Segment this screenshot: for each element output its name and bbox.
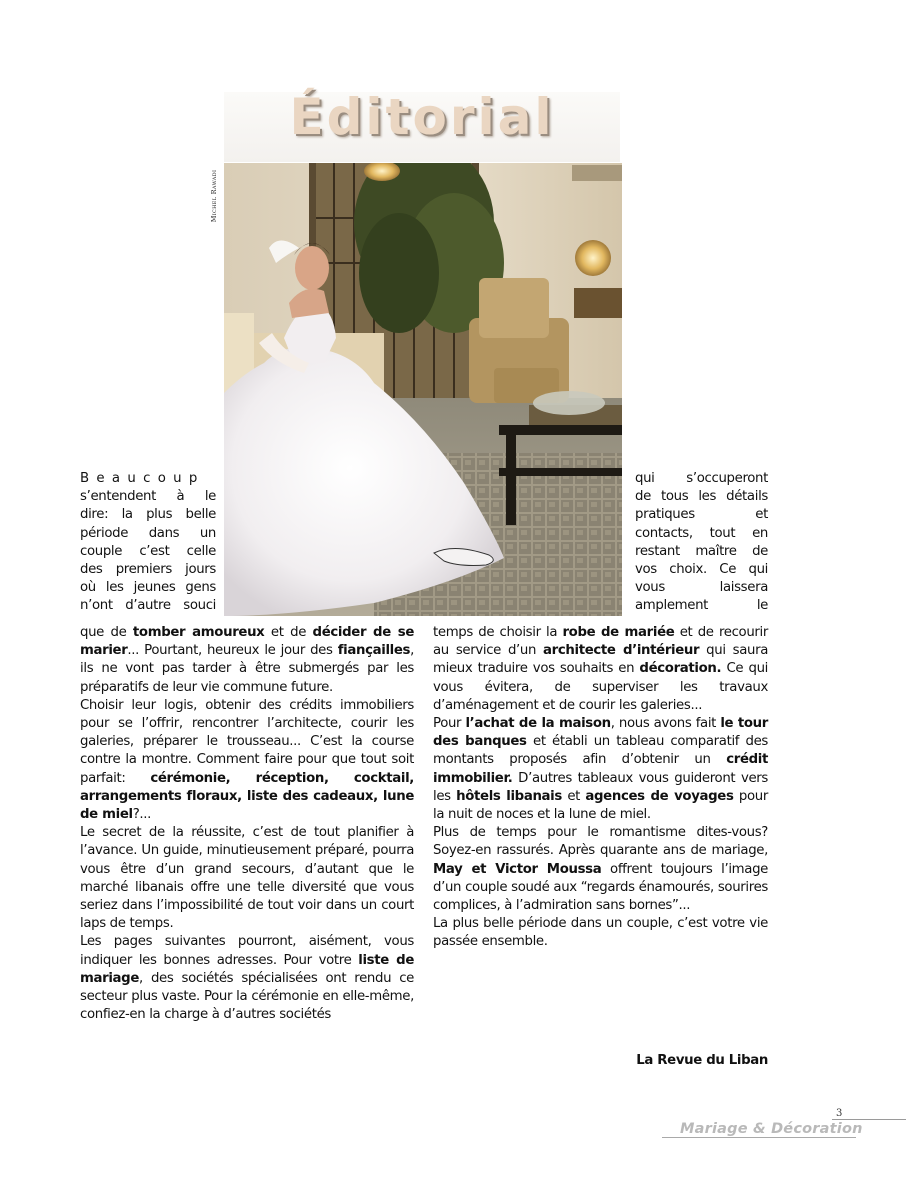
bold-run: décoration. — [639, 661, 722, 677]
text-run: Ce qui vous évitera, de superviser les travaux d’aménagement et de courir les galeries... — [433, 661, 768, 713]
paragraph — [80, 624, 414, 697]
intro-right-column — [635, 470, 768, 616]
intro-line: Beaucoup — [80, 471, 205, 486]
intro-line: qui s’occuperont — [635, 471, 768, 486]
paragraph — [433, 624, 768, 715]
paragraph — [80, 933, 414, 1024]
bold-run: robe de mariée — [562, 625, 675, 640]
bold-run: agences de voyages — [585, 788, 734, 804]
bold-run: fiançailles — [337, 643, 411, 659]
right-column — [433, 624, 768, 952]
text-run: D’autres tableaux vous guideront vers les — [433, 770, 768, 804]
text-run: , ils ne vont pas tarder à être submergés par les préparatifs de leur vie commune future. — [80, 643, 414, 695]
intro-line: amplement le — [635, 598, 768, 614]
text-run: Les pages suivantes pourront, aisément, vous indiquer les bonnes adresses. Pour votre — [80, 934, 414, 968]
text-run: temps de choisir la — [433, 625, 563, 640]
intro-line: s’entendent à le — [80, 489, 216, 505]
text-run: et établi un tableau comparatif des montants proposés afin d’obtenir un — [433, 734, 768, 768]
text-run: que de — [80, 625, 133, 640]
paragraph: La plus belle période dans un couple, c’est votre vie passée ensemble. — [433, 916, 768, 950]
intro-line: des premiers jours — [80, 562, 216, 578]
text-run: ... Pourtant, heureux le jour des — [127, 643, 338, 659]
intro-line: contacts, tout en — [635, 525, 768, 541]
bold-run: l’achat de la maison — [465, 716, 611, 732]
photo-credit-text: Michel Rawadi — [210, 169, 218, 223]
bride-photo — [224, 163, 622, 616]
intro-left-column — [80, 470, 216, 616]
bride-in-wedding-dress-photo-icon — [224, 163, 622, 616]
signature: La Revue du Liban — [636, 1053, 768, 1068]
text-run: Choisir leur logis, obtenir des crédits immobiliers pour se l’offrir, rencontrer l’architecte, courir les galeries, préparer le trousseau... C’est la course contre la montre. Comment faire pour que tout soit parfait: — [80, 697, 414, 786]
paragraph — [433, 715, 768, 824]
text-run: , des sociétés spécialisées ont rendu ce secteur plus vaste. Pour la cérémonie en elle-même, confiez-en la charge à d’autres sociétés — [80, 970, 414, 1023]
footer-rule-top — [832, 1119, 906, 1120]
intro-line: vos choix. Ce qui — [635, 562, 768, 578]
text-run: et de recourir au service d’un — [433, 625, 769, 659]
bold-run: architecte d’intérieur — [543, 643, 700, 659]
bold-run: cérémonie, réception, cocktail, arrangements floraux, liste des cadeaux, lune de miel — [80, 770, 414, 823]
text-run: et de — [264, 625, 313, 640]
bold-run: liste de mariage — [80, 952, 414, 986]
text-run: Plus de temps pour le romantisme dites-vous? Soyez-en rassurés. Après quarante ans de mariage, — [433, 825, 768, 859]
bold-run: crédit immobilier. — [433, 752, 768, 786]
bold-run: tomber amoureux — [132, 625, 265, 640]
intro-line: vous laissera — [635, 580, 768, 596]
intro-line: restant maître de — [635, 543, 768, 559]
intro-line: période dans un — [80, 525, 216, 541]
intro-line: pratiques et — [635, 507, 768, 523]
intro-line: couple c’est celle — [80, 543, 216, 559]
paragraph — [80, 697, 414, 824]
paragraph — [433, 824, 768, 915]
page-title: Éditorial — [289, 88, 555, 146]
paragraph: Le secret de la réussite, c’est de tout planifier à l’avance. Un guide, minutieusement préparé, pourra vous être d’un grand secours, d’autant que le marché libanais offre une telle diversité que vous seriez dans l’impossibilité de tout voir dans un court laps de temps. — [80, 825, 414, 932]
intro-line: dire: la plus belle — [80, 507, 216, 523]
bold-run: décider de se marier — [80, 625, 415, 659]
intro-line: de tous les détails — [635, 489, 768, 505]
publication-name: Mariage & Décoration — [680, 1121, 863, 1137]
text-run: qui saura mieux traduire vos souhaits en — [433, 643, 769, 677]
text-run: , nous avons fait — [610, 716, 721, 732]
intro-line: où les jeunes gens — [80, 580, 216, 596]
bold-run: May et Victor Moussa — [433, 861, 602, 877]
left-column — [80, 624, 414, 1024]
text-run: Pour — [433, 716, 466, 732]
footer-rule-bottom — [662, 1137, 856, 1138]
text-run: pour la nuit de noces et la lune de miel. — [433, 788, 768, 823]
photo-credit — [207, 160, 221, 232]
page-number: 3 — [836, 1108, 843, 1119]
intro-line: n’ont d’autre souci — [80, 598, 216, 614]
bold-run: le tour des banques — [433, 716, 768, 750]
text-run: ?... — [132, 807, 152, 823]
bold-run: hôtels libanais — [456, 788, 562, 804]
text-run: et — [561, 788, 586, 804]
text-run: offrent toujours l’image d’un couple soudé aux “regards énamourés, sourires complices, à l’admiration sans bornes”... — [433, 861, 768, 914]
